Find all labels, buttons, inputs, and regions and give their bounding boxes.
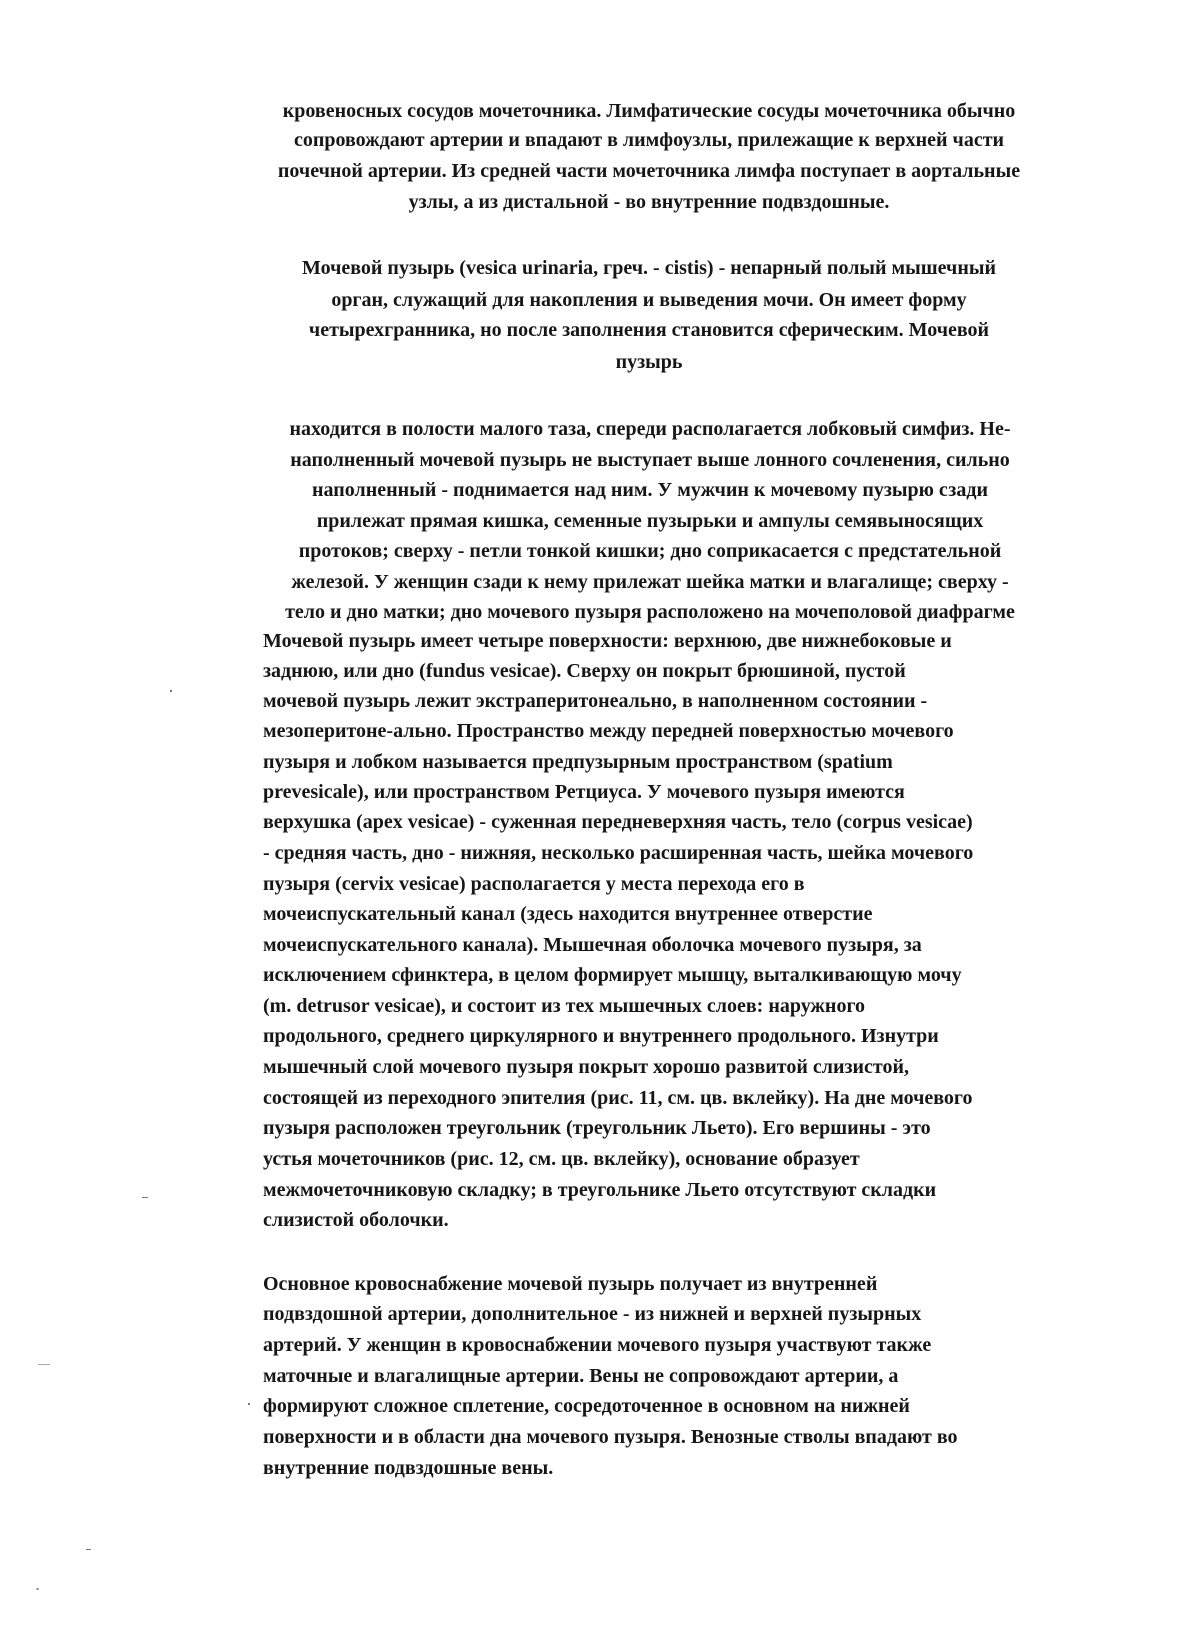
- scan-speck: [170, 690, 172, 692]
- text-line: исключением сфинктера, в целом формирует мышцу, выталкивающую мочу: [263, 964, 962, 986]
- text-line: Основное кровоснабжение мочевой пузырь получает из внутренней: [263, 1273, 878, 1295]
- text-line: мочеиспускательный канал (здесь находится внутреннее отверстие: [263, 903, 873, 925]
- text-line: подвздошной артерии, дополнительное - из нижней и верхней пузырных: [263, 1303, 922, 1325]
- text-line: верхушка (apex vesicae) - суженная передневерхняя часть, тело (corpus vesicae): [263, 811, 973, 833]
- text-line: наполненный мочевой пузырь не выступает выше лонного сочленения, сильно: [290, 449, 1010, 471]
- text-line: кровеносных сосудов мочеточника. Лимфатические сосуды мочеточника обычно: [282, 100, 1016, 122]
- text-line: слизистой оболочки.: [263, 1209, 449, 1231]
- text-line: продольного, среднего циркулярного и внутреннего продольного. Изнутри: [263, 1025, 939, 1047]
- text-line: мочеиспускательного канала). Мышечная оболочка мочевого пузыря, за: [263, 934, 922, 956]
- text-line: Мочевой пузырь имеет четыре поверхности: верхнюю, две нижнебоковые и: [263, 630, 952, 652]
- text-line: четырехгранника, но после заполнения становится сферическим. Мочевой: [308, 319, 990, 341]
- text-line: мезоперитоне-ально. Пространство между передней поверхностью мочевого: [263, 720, 954, 742]
- text-line: межмочеточниковую складку; в треугольнике Льето отсутствуют складки: [263, 1179, 937, 1201]
- scan-speck: [142, 1197, 148, 1198]
- text-line: мышечный слой мочевого пузыря покрыт хорошо развитой слизистой,: [263, 1056, 909, 1078]
- text-line: тело и дно матки; дно мочевого пузыря расположено на мочеполовой диафрагме: [285, 601, 1015, 623]
- text-line: орган, служащий для накопления и выведения мочи. Он имеет форму: [331, 289, 967, 311]
- text-line: мочевой пузырь лежит экстраперитонеально, в наполненном состоянии -: [263, 690, 928, 712]
- text-line: прилежат прямая кишка, семенные пузырьки и ампулы семявыносящих: [316, 510, 984, 532]
- text-line: устья мочеточников (рис. 12, см. цв. вклейку), основание образует: [263, 1148, 860, 1170]
- text-line: пузыря расположен треугольник (треугольник Льето). Его вершины - это: [263, 1117, 931, 1139]
- text-line: наполненный - поднимается над ним. У мужчин к мочевому пузырю сзади: [312, 479, 988, 501]
- text-line: сопровождают артерии и впадают в лимфоузлы, прилежащие к верхней части: [293, 129, 1005, 151]
- text-line: пузыря и лобком называется предпузырным пространством (spatium: [263, 751, 893, 773]
- text-line: узлы, а из дистальной - во внутренние подвздошные.: [408, 191, 890, 213]
- scan-speck: [86, 1549, 91, 1550]
- text-line: prevesicale), или пространством Ретциуса. У мочевого пузыря имеются: [263, 781, 905, 803]
- text-line: находится в полости малого таза, спереди располагается лобковый симфиз. Не-: [289, 418, 1011, 440]
- text-line: формируют сложное сплетение, сосредоточенное в основном на нижней: [263, 1395, 910, 1417]
- scan-speck: [36, 1588, 39, 1590]
- text-line: пузыря (cervix vesicae) располагается у места перехода его в: [263, 873, 805, 895]
- text-line: состоящей из переходного эпителия (рис. 11, см. цв. вклейку). На дне мочевого: [263, 1087, 973, 1109]
- text-line: (m. detrusor vesicae), и состоит из тех мышечных слоев: наружного: [263, 995, 866, 1017]
- text-line: почечной артерии. Из средней части мочеточника лимфа поступает в аортальные: [277, 160, 1021, 182]
- scan-speck: [248, 1403, 250, 1405]
- text-line: внутренние подвздошные вены.: [263, 1457, 554, 1479]
- text-line: Мочевой пузырь (vesica urinaria, греч. - cistis) - непарный полый мышечный: [301, 257, 996, 279]
- text-line: железой. У женщин сзади к нему прилежат шейка матки и влагалище; сверху -: [291, 571, 1009, 593]
- text-line: - средняя часть, дно - нижняя, несколько расширенная часть, шейка мочевого: [263, 842, 974, 864]
- text-line: пузырь: [615, 351, 683, 373]
- text-line: поверхности и в области дна мочевого пузыря. Венозные стволы впадают во: [263, 1426, 958, 1448]
- scan-speck: [38, 1364, 50, 1365]
- text-line: маточные и влагалищные артерии. Вены не сопровождают артерии, а: [263, 1365, 899, 1387]
- text-line: артерий. У женщин в кровоснабжении мочевого пузыря участвуют также: [263, 1334, 932, 1356]
- text-line: протоков; сверху - петли тонкой кишки; дно соприкасается с предстательной: [298, 540, 1002, 562]
- text-line: заднюю, или дно (fundus vesicae). Сверху он покрыт брюшиной, пустой: [263, 660, 906, 682]
